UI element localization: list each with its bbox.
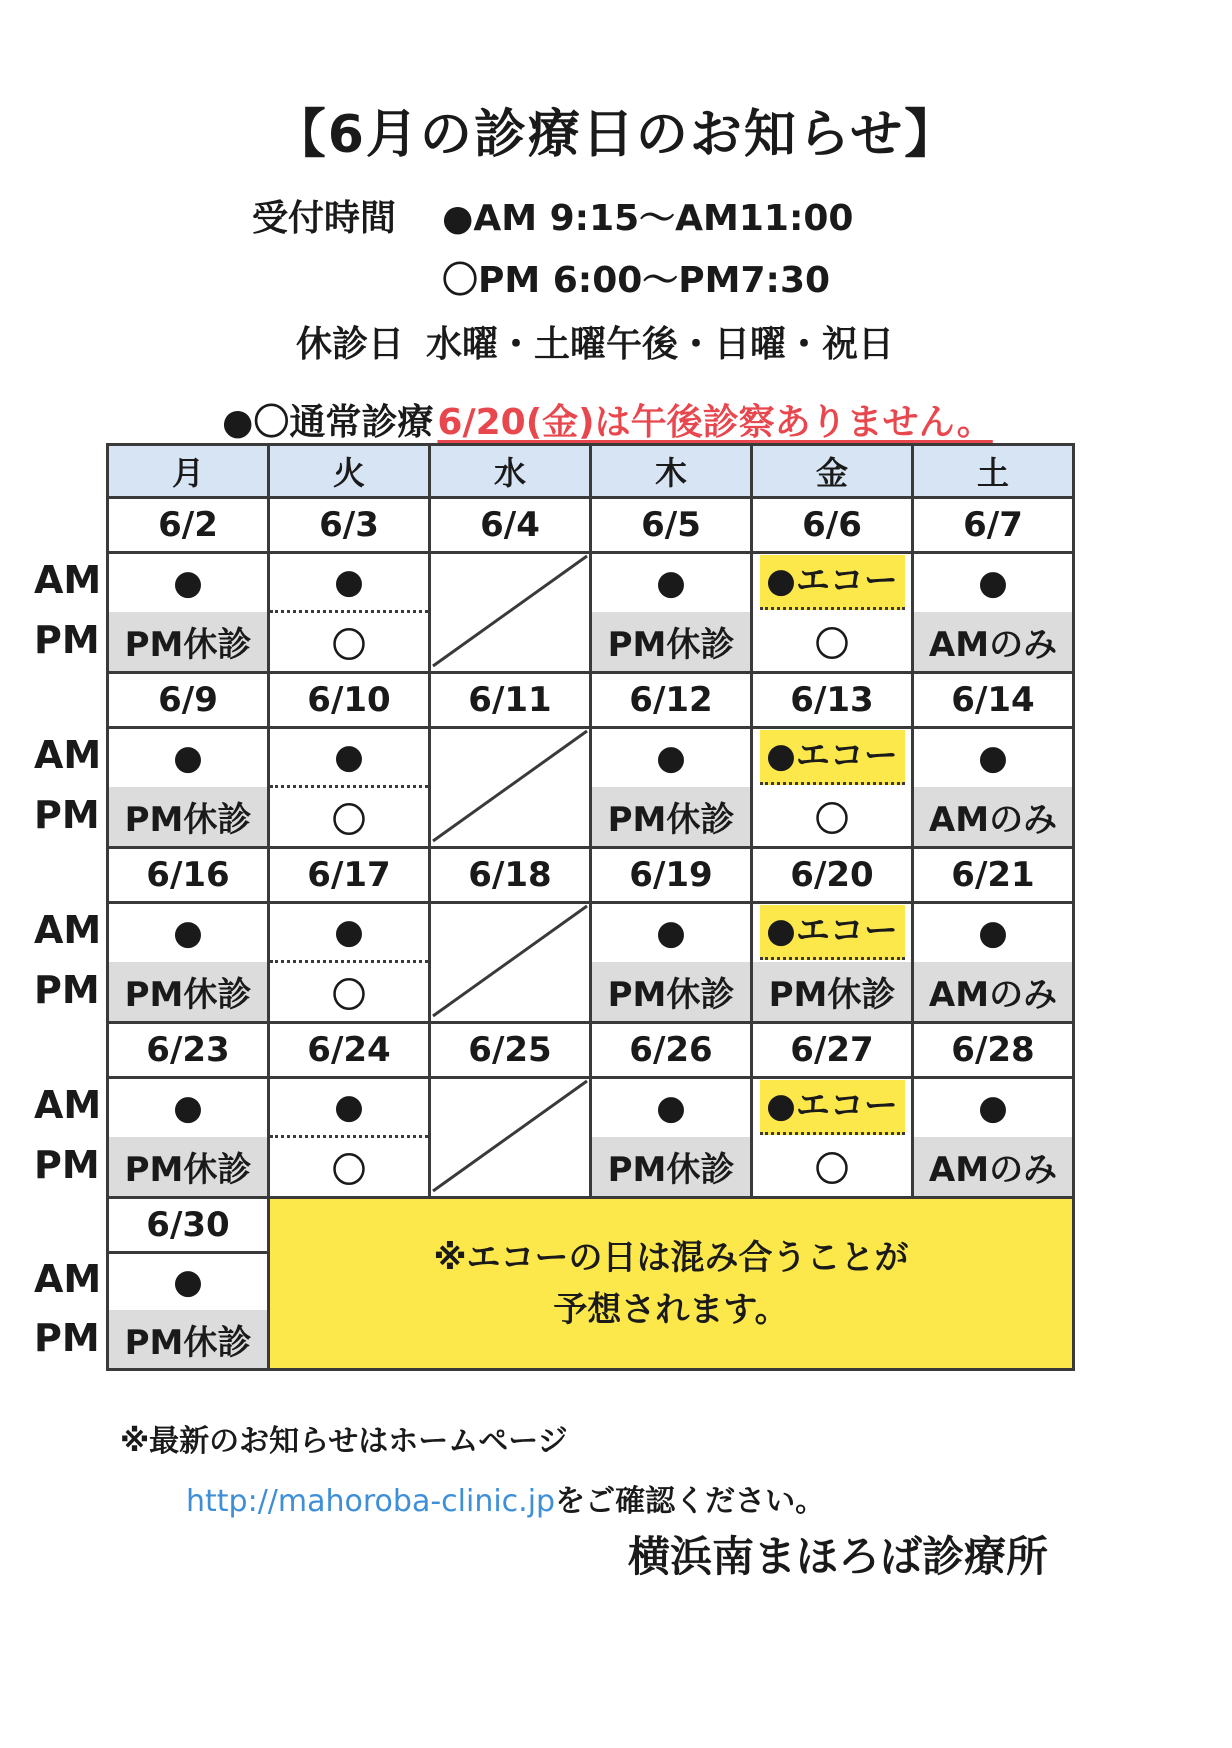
pm-open-mark: 〇 — [752, 787, 913, 848]
closed-days-label: 休診日 — [296, 324, 405, 365]
am-row-label: AM — [34, 1083, 102, 1127]
date-cell: 6/26 — [591, 1023, 752, 1078]
echo-label: ●エコー — [760, 1080, 905, 1135]
homepage-link[interactable]: http://mahoroba-clinic.jp — [186, 1484, 556, 1519]
weekday-header: 土 — [913, 445, 1074, 498]
am-open-mark: ● — [269, 903, 430, 962]
echo-note-line2: 予想されます。 — [553, 1289, 789, 1330]
pm-closed-cell: PM休診 — [108, 787, 269, 848]
date-cell: 6/16 — [108, 848, 269, 903]
pm-row-label: PM — [34, 1143, 100, 1187]
date-cell: 6/21 — [913, 848, 1074, 903]
closed-slash — [431, 1079, 589, 1193]
pm-closed-cell: PM休診 — [752, 962, 913, 1023]
date-cell: 6/3 — [269, 498, 430, 553]
pm-row — [108, 962, 1074, 1023]
reception-hours-label: 受付時間 — [252, 198, 397, 239]
wednesday-closed-cell — [430, 553, 591, 673]
date-cell: 6/7 — [913, 498, 1074, 553]
date-row — [108, 498, 1074, 553]
am-only-cell: AMのみ — [913, 612, 1074, 673]
date-row — [108, 1023, 1074, 1078]
pm-closed-cell: PM休診 — [108, 1137, 269, 1198]
am-open-mark: ● — [269, 553, 430, 612]
footer-notice: ※最新のお知らせはホームページ — [120, 1424, 568, 1459]
footer-url-line — [186, 1476, 825, 1520]
page-title: 【6月の診療日のお知らせ】 — [273, 105, 959, 165]
date-cell: 6/6 — [752, 498, 913, 553]
footer-url-suffix: をご確認ください。 — [555, 1484, 826, 1519]
date-cell: 6/4 — [430, 498, 591, 553]
am-open-mark: ● — [913, 553, 1074, 612]
echo-label: ●エコー — [760, 555, 905, 610]
closed-slash — [431, 904, 589, 1018]
pm-open-mark: 〇 — [269, 962, 430, 1023]
date-row — [108, 848, 1074, 903]
date-cell: 6/23 — [108, 1023, 269, 1078]
am-row — [108, 553, 1074, 612]
date-row — [108, 673, 1074, 728]
closed-days — [296, 316, 894, 367]
date-cell: 6/30 — [108, 1198, 269, 1253]
date-cell: 6/10 — [269, 673, 430, 728]
am-open-mark: ● — [108, 903, 269, 962]
pm-closed-cell: PM休診 — [591, 1137, 752, 1198]
echo-cell — [752, 728, 913, 787]
pm-closed-cell: PM休診 — [591, 612, 752, 673]
pm-closed-cell: PM休診 — [591, 787, 752, 848]
pm-open-mark: 〇 — [752, 1137, 913, 1198]
legend — [222, 394, 993, 445]
date-cell: 6/20 — [752, 848, 913, 903]
date-cell: 6/14 — [913, 673, 1074, 728]
weekday-header: 月 — [108, 445, 269, 498]
date-cell: 6/24 — [269, 1023, 430, 1078]
weekday-header-row — [108, 445, 1074, 498]
date-cell: 6/25 — [430, 1023, 591, 1078]
echo-cell — [752, 553, 913, 612]
pm-closed-cell: PM休診 — [108, 612, 269, 673]
weekday-header: 水 — [430, 445, 591, 498]
date-cell: 6/28 — [913, 1023, 1074, 1078]
am-row — [108, 903, 1074, 962]
date-row — [108, 1198, 1074, 1253]
date-cell: 6/13 — [752, 673, 913, 728]
date-cell: 6/17 — [269, 848, 430, 903]
date-cell: 6/19 — [591, 848, 752, 903]
am-open-mark: ● — [913, 903, 1074, 962]
am-open-mark: ● — [913, 1078, 1074, 1137]
weekday-header: 金 — [752, 445, 913, 498]
pm-row-label: PM — [34, 968, 100, 1012]
pm-closed-cell: PM休診 — [591, 962, 752, 1023]
pm-closed-cell: PM休診 — [108, 1310, 269, 1370]
pm-closed-cell: PM休診 — [108, 962, 269, 1023]
pm-open-mark: 〇 — [269, 1137, 430, 1198]
pm-open-mark: 〇 — [752, 612, 913, 673]
am-open-mark: ● — [108, 728, 269, 787]
am-only-cell: AMのみ — [913, 787, 1074, 848]
pm-row-label: PM — [34, 618, 100, 662]
date-cell: 6/18 — [430, 848, 591, 903]
clinic-name: 横浜南まほろば診療所 — [628, 1532, 1049, 1581]
pm-open-mark: 〇 — [269, 787, 430, 848]
echo-note-line1: ※エコーの日は混み合うことが — [433, 1237, 909, 1278]
legend-text: ●〇通常診療 — [222, 402, 434, 443]
closed-slash — [431, 729, 589, 843]
reception-hours-pm: 〇PM 6:00～PM7:30 — [442, 260, 831, 301]
calendar-table — [106, 443, 1075, 1371]
echo-cell — [752, 1078, 913, 1137]
am-open-mark: ● — [108, 1253, 269, 1311]
am-open-mark: ● — [913, 728, 1074, 787]
weekday-header: 火 — [269, 445, 430, 498]
am-open-mark: ● — [591, 903, 752, 962]
am-open-mark: ● — [269, 1078, 430, 1137]
echo-label: ●エコー — [760, 905, 905, 960]
schedule-notice: 6/20(金)は午後診察ありません。 — [437, 402, 993, 443]
am-row-label: AM — [34, 908, 102, 952]
am-row — [108, 1078, 1074, 1137]
pm-row-label: PM — [34, 793, 100, 837]
reception-hours-am: ●AM 9:15～AM11:00 — [442, 198, 854, 239]
echo-label: ●エコー — [760, 730, 905, 785]
weekday-header: 木 — [591, 445, 752, 498]
am-open-mark: ● — [108, 1078, 269, 1137]
pm-row — [108, 1137, 1074, 1198]
echo-crowd-note — [269, 1198, 1074, 1370]
am-open-mark: ● — [108, 553, 269, 612]
am-row-label: AM — [34, 558, 102, 602]
date-cell: 6/9 — [108, 673, 269, 728]
date-cell: 6/5 — [591, 498, 752, 553]
pm-row — [108, 787, 1074, 848]
date-cell: 6/27 — [752, 1023, 913, 1078]
wednesday-closed-cell — [430, 728, 591, 848]
am-row-label: AM — [34, 733, 102, 777]
am-open-mark: ● — [591, 553, 752, 612]
am-row — [108, 728, 1074, 787]
am-row-label: AM — [34, 1257, 102, 1302]
closed-slash — [431, 554, 589, 668]
am-open-mark: ● — [269, 728, 430, 787]
am-only-cell: AMのみ — [913, 962, 1074, 1023]
echo-cell — [752, 903, 913, 962]
am-only-cell: AMのみ — [913, 1137, 1074, 1198]
closed-days-list: 水曜・土曜午後・日曜・祝日 — [426, 324, 895, 365]
date-cell: 6/11 — [430, 673, 591, 728]
am-open-mark: ● — [591, 728, 752, 787]
am-open-mark: ● — [591, 1078, 752, 1137]
pm-row-label: PM — [34, 1315, 100, 1360]
pm-open-mark: 〇 — [269, 612, 430, 673]
date-cell: 6/12 — [591, 673, 752, 728]
pm-row — [108, 612, 1074, 673]
date-cell: 6/2 — [108, 498, 269, 553]
wednesday-closed-cell — [430, 1078, 591, 1198]
wednesday-closed-cell — [430, 903, 591, 1023]
